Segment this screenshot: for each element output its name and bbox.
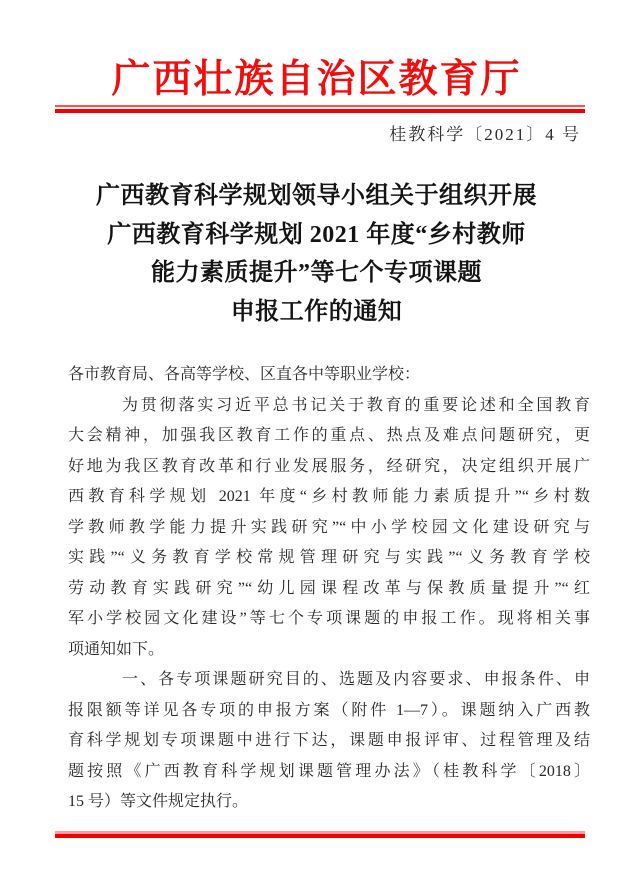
body-line: 一、各专项课题研究目的、选题及内容要求、申报条件、申 — [122, 671, 590, 688]
body-line: 15 号）等文件规定执行。 — [68, 793, 249, 810]
divider-thick-line — [55, 834, 585, 838]
footer-divider — [55, 831, 585, 838]
body-line: 育科学规划专项课题中进行下达，课题申报评审、过程管理及结 — [68, 732, 590, 749]
body-line: 劳动教育实践研究”“幼儿园课程改革与保教质量提升”“红 — [68, 579, 590, 597]
document-reference-number: 桂教科学〔2021〕4 号 — [389, 125, 581, 144]
letterhead-divider — [55, 105, 585, 113]
body-line: 军小学校园文化建设”等七个专项课题的申报工作。现将相关事 — [68, 610, 590, 627]
notice-title — [40, 177, 593, 332]
notice-title-line: 申报工作的通知 — [230, 299, 403, 326]
notice-body — [68, 360, 590, 818]
body-line-salutation: 各市教育局、各高等学校、区直各中等职业学校： — [68, 366, 421, 383]
divider-thick-line — [55, 109, 585, 113]
notice-title-line: 广西教育科学规划领导小组关于组织开展 — [96, 183, 537, 209]
body-line: 实践”“义务教育学校常规管理研究与实践”“义务教育学校 — [68, 549, 590, 566]
body-line: 好地为我区教育改革和行业发展服务，经研究，决定组织开展广 — [68, 457, 590, 475]
body-line: 题按照《广西教育科学规划课题管理办法》（桂教科学〔2018〕 — [68, 762, 590, 780]
body-line: 报限额等详见各专项的申报方案（附件 1—7）。课题纳入广西教 — [68, 701, 590, 719]
divider-thin-line — [55, 105, 585, 107]
body-line: 学教师教学能力提升实践研究”“中小学校园文化建设研究与 — [68, 518, 590, 536]
notice-title-line: 能力素质提升”等七个专项课题 — [151, 260, 482, 287]
notice-title-line: 广西教育科学规划 2021 年度“乡村教师 — [107, 221, 526, 248]
body-line: 西教育科学规划 2021 年度“乡村教师能力素质提升”“乡村数 — [68, 488, 590, 505]
body-line: 项通知如下。 — [68, 640, 165, 658]
body-line: 为贯彻落实习近平总书记关于教育的重要论述和全国教育 — [122, 396, 590, 414]
letterhead-agency-title: 广西壮族自治区教育厅 — [111, 58, 522, 101]
body-line: 大会精神，加强我区教育工作的重点、热点及难点问题研究，更 — [68, 427, 590, 444]
